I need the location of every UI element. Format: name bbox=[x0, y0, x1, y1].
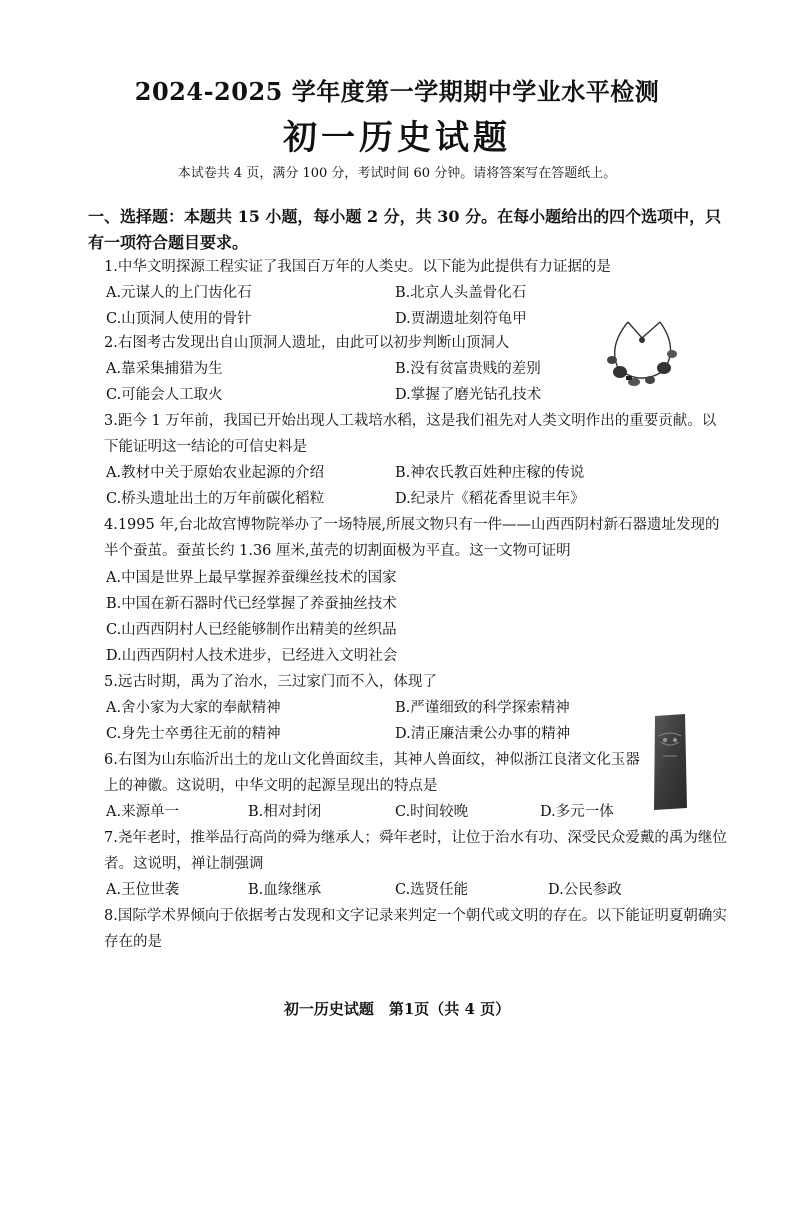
question-5-option-b: B.严谨细致的科学探索精神 bbox=[395, 700, 570, 716]
question-5-option-a: A.舍小家为大家的奉献精神 bbox=[106, 700, 281, 716]
question-7-option-a: A.王位世袭 bbox=[106, 882, 180, 898]
question-3-option-a: A.教材中关于原始农业起源的介绍 bbox=[106, 465, 325, 481]
question-3-option-d: D.纪录片《稻花香里说丰年》 bbox=[395, 491, 585, 507]
question-2-option-c: C.可能会人工取火 bbox=[106, 387, 223, 403]
question-4-option-d: D.山西西阴村人技术进步，已经进入文明社会 bbox=[106, 648, 398, 664]
question-1-option-a: A.元谋人的上门齿化石 bbox=[106, 285, 252, 301]
question-6-option-c: C.时间较晚 bbox=[395, 804, 469, 820]
section-heading: 一、选择题：本题共 15 小题，每小题 2 分，共 30 分。在每小题给出的四个选项中，只有一项符合题目要求。 bbox=[88, 207, 722, 252]
question-6-option-b: B.相对封闭 bbox=[248, 804, 322, 820]
exam-title: 2024-2025 学年度第一学期期中学业水平检测 bbox=[134, 77, 660, 106]
question-1-option-d: D.贾湖遗址刻符龟甲 bbox=[395, 311, 527, 327]
question-2-option-a: A.靠采集捕猎为生 bbox=[106, 361, 223, 377]
question-4-option-a: A.中国是世界上最早掌握养蚕缫丝技术的国家 bbox=[106, 570, 397, 586]
question-6-option-a: A.来源单一 bbox=[106, 804, 180, 820]
question-4-option-c: C.山西西阴村人已经能够制作出精美的丝织品 bbox=[106, 622, 397, 638]
question-3-stem: 3.距今 1 万年前，我国已开始出现人工栽培水稻，这是我们祖先对人类文明作出的重要贡献。以下能证明这一结论的可信史料是 bbox=[104, 413, 717, 455]
question-7-option-b: B.血缘继承 bbox=[248, 882, 322, 898]
question-6-stem: 6.右图为山东临沂出土的龙山文化兽面纹圭，其神人兽面纹，神似浙江良渚文化玉器上的神徽。这说明，中华文明的起源呈现出的特点是 bbox=[104, 752, 640, 794]
question-1-stem: 1.中华文明探源工程实证了我国百万年的人类史。以下能为此提供有力证据的是 bbox=[104, 259, 611, 275]
question-2-option-b: B.没有贫富贵贱的差别 bbox=[395, 361, 541, 377]
jade-gui-figure bbox=[651, 712, 689, 812]
page-footer: 初一历史试题 第1页（共 4 页） bbox=[283, 1000, 511, 1018]
question-6-option-d: D.多元一体 bbox=[540, 804, 614, 820]
question-2-stem: 2.右图考古发现出自山顶洞人遗址，由此可以初步判断山顶洞人 bbox=[104, 335, 510, 351]
question-5-option-d: D.清正廉洁秉公办事的精神 bbox=[395, 726, 571, 742]
question-7-option-c: C.选贤任能 bbox=[395, 882, 469, 898]
exam-instructions: 本试卷共 4 页，满分 100 分，考试时间 60 分钟。请将答案写在答题纸上。 bbox=[177, 166, 617, 181]
question-7-option-d: D.公民参政 bbox=[548, 882, 622, 898]
question-7-stem: 7.尧年老时，推举品行高尚的舜为继承人；舜年老时，让位于治水有功、深受民众爱戴的禹为继位者。这说明，禅让制强调 bbox=[104, 830, 727, 872]
question-3-option-b: B.神农氏教百姓种庄稼的传说 bbox=[395, 465, 585, 481]
question-5-option-c: C.身先士卒勇往无前的精神 bbox=[106, 726, 281, 742]
question-4-option-b: B.中国在新石器时代已经掌握了养蚕抽丝技术 bbox=[106, 596, 397, 612]
question-1-option-c: C.山顶洞人使用的骨针 bbox=[106, 311, 252, 327]
question-5-stem: 5.远古时期，禹为了治水，三过家门而不入，体现了 bbox=[104, 674, 437, 690]
question-2-option-d: D.掌握了磨光钻孔技术 bbox=[395, 387, 542, 403]
question-1-option-b: B.北京人头盖骨化石 bbox=[395, 285, 527, 301]
question-8-stem: 8.国际学术界倾向于依据考古发现和文字记录来判定一个朝代或文明的存在。以下能证明夏朝确实存在的是 bbox=[104, 908, 727, 950]
shell-necklace-figure bbox=[598, 316, 688, 392]
question-3-option-c: C.桥头遗址出土的万年前碳化稻粒 bbox=[106, 491, 325, 507]
subject-title: 初一历史试题 bbox=[283, 118, 511, 158]
question-4-stem: 4.1995 年,台北故宫博物院举办了一场特展,所展文物只有一件——山西西阴村新石器遗址发现的半个蚕茧。蚕茧长约 1.36 厘米,茧壳的切割面极为平直。这一文物可证明 bbox=[104, 517, 720, 559]
